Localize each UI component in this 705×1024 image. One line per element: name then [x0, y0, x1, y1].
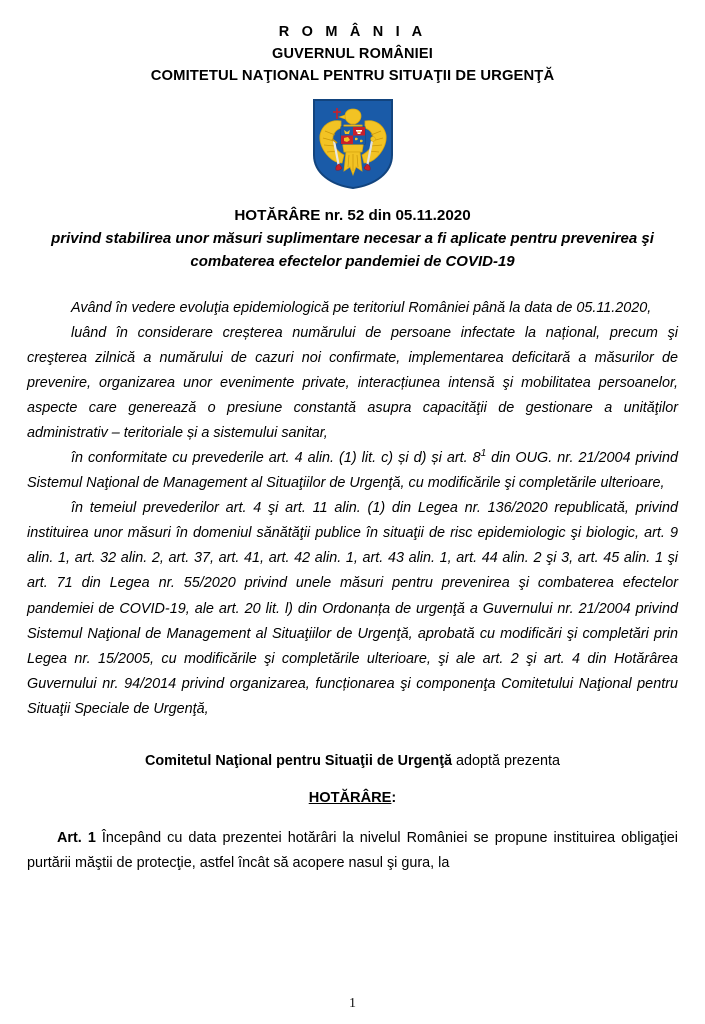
adopting-authority-verb: adoptă prezenta: [452, 752, 561, 769]
romania-coat-of-arms-icon: [311, 97, 395, 196]
paragraph-in-conformitate: [27, 446, 678, 496]
document-title-block: [0, 205, 705, 273]
adopting-authority-name: Comitetul Naţional pentru Situaţii de Urgenţă: [144, 752, 452, 769]
article-1-label: Art. 1: [57, 830, 96, 847]
decision-title-number: HOTĂRÂRE nr. 52 din 05.11.2020: [234, 207, 471, 225]
paragraph-in-conformitate-after: din OUG. nr. 21/2004 privind Sistemul Naţional de Management al Situaţiilor de Urgenţă, cu modificările şi completările ulterioare,: [27, 450, 678, 492]
decision-heading-colon: :: [391, 790, 397, 807]
paragraph-in-conformitate-before: în conformitate cu prevederile art. 4 alin. (1) lit. c) și d) și art. 8: [71, 450, 481, 467]
decision-heading: [27, 790, 678, 806]
adopting-authority-line: [27, 749, 678, 773]
page-number-footer: 1: [349, 996, 356, 1011]
paragraph-avand-in-vedere: Având în vedere evoluţia epidemiologică pe teritoriul României până la data de 05.11.2020,: [71, 299, 652, 316]
decision-heading-word: HOTĂRÂRE: [308, 790, 392, 807]
decision-title-subject: privind stabilirea unor măsuri suplimentare necesar a fi aplicate pentru prevenirea şi combaterea efectelor pandemiei de COVID-19: [51, 230, 654, 270]
header-country-line: R O M Â N I A: [278, 24, 427, 40]
superscript-one: 1: [480, 448, 487, 460]
document-header: [0, 0, 705, 86]
article-1-text: Începând cu data prezentei hotărâri la nivelul României se propune instituirea obligaţiei purtării măştii de protecţie, astfel încât să acopere nasul şi gura, la: [27, 830, 678, 872]
paragraph-in-temeiul: în temeiul prevederilor art. 4 şi art. 11 alin. (1) din Legea nr. 136/2020 republicată, privind instituirea unor măsuri în domeniul sănătăţii publice în situaţii de risc epidemiologic şi biologic, art. 9 alin. 1, art. 32 alin. 2, art. 37, art. 41, art. 42 alin. 1, art. 43 alin. 1, art. 44 alin. 2 şi 3, art. 45 alin. 1 şi art. 71 din Legea nr. 55/2020 privind unele măsuri pentru prevenirea şi combaterea efectelor pandemiei de COVID-19, ale art. 20 lit. l) din Ordonanța de urgenţă a Guvernului nr. 21/2004 privind Sistemul Naţional de Management al Situaţiilor de Urgenţă, aprobată cu modificări şi completări prin Legea nr. 15/2005, cu modificările şi completările ulterioare, şi ale art. 2 şi art. 4 din Hotărârea Guvernului nr. 94/2014 privind organizarea, funcționarea şi componenţa Comitetului Naţional pentru Situaţii Speciale de Urgenţă,: [27, 500, 678, 717]
header-committee-line: COMITETUL NAŢIONAL PENTRU SITUAŢII DE URGENŢĂ: [150, 68, 555, 84]
header-government-line: GUVERNUL ROMÂNIEI: [271, 46, 434, 62]
article-1-paragraph: [27, 826, 678, 876]
document-body: [27, 296, 678, 877]
coat-of-arms-container: [0, 97, 705, 193]
paragraph-luand-in-considerare: luând în considerare creșterea numărului de persoane infectate la național, precum şi creşterea zilnică a numărului de cazuri noi confirmate, implementarea deficitară a măsurilor de prevenire, organizarea unor evenimente private, interacțiunea intensă şi mobilitatea persoanelor, aspecte care generează o presiune constantă asupra capacităţii de gestionare a unităţilor administrativ – teritoriale și a sistemului sanitar,: [27, 324, 678, 442]
